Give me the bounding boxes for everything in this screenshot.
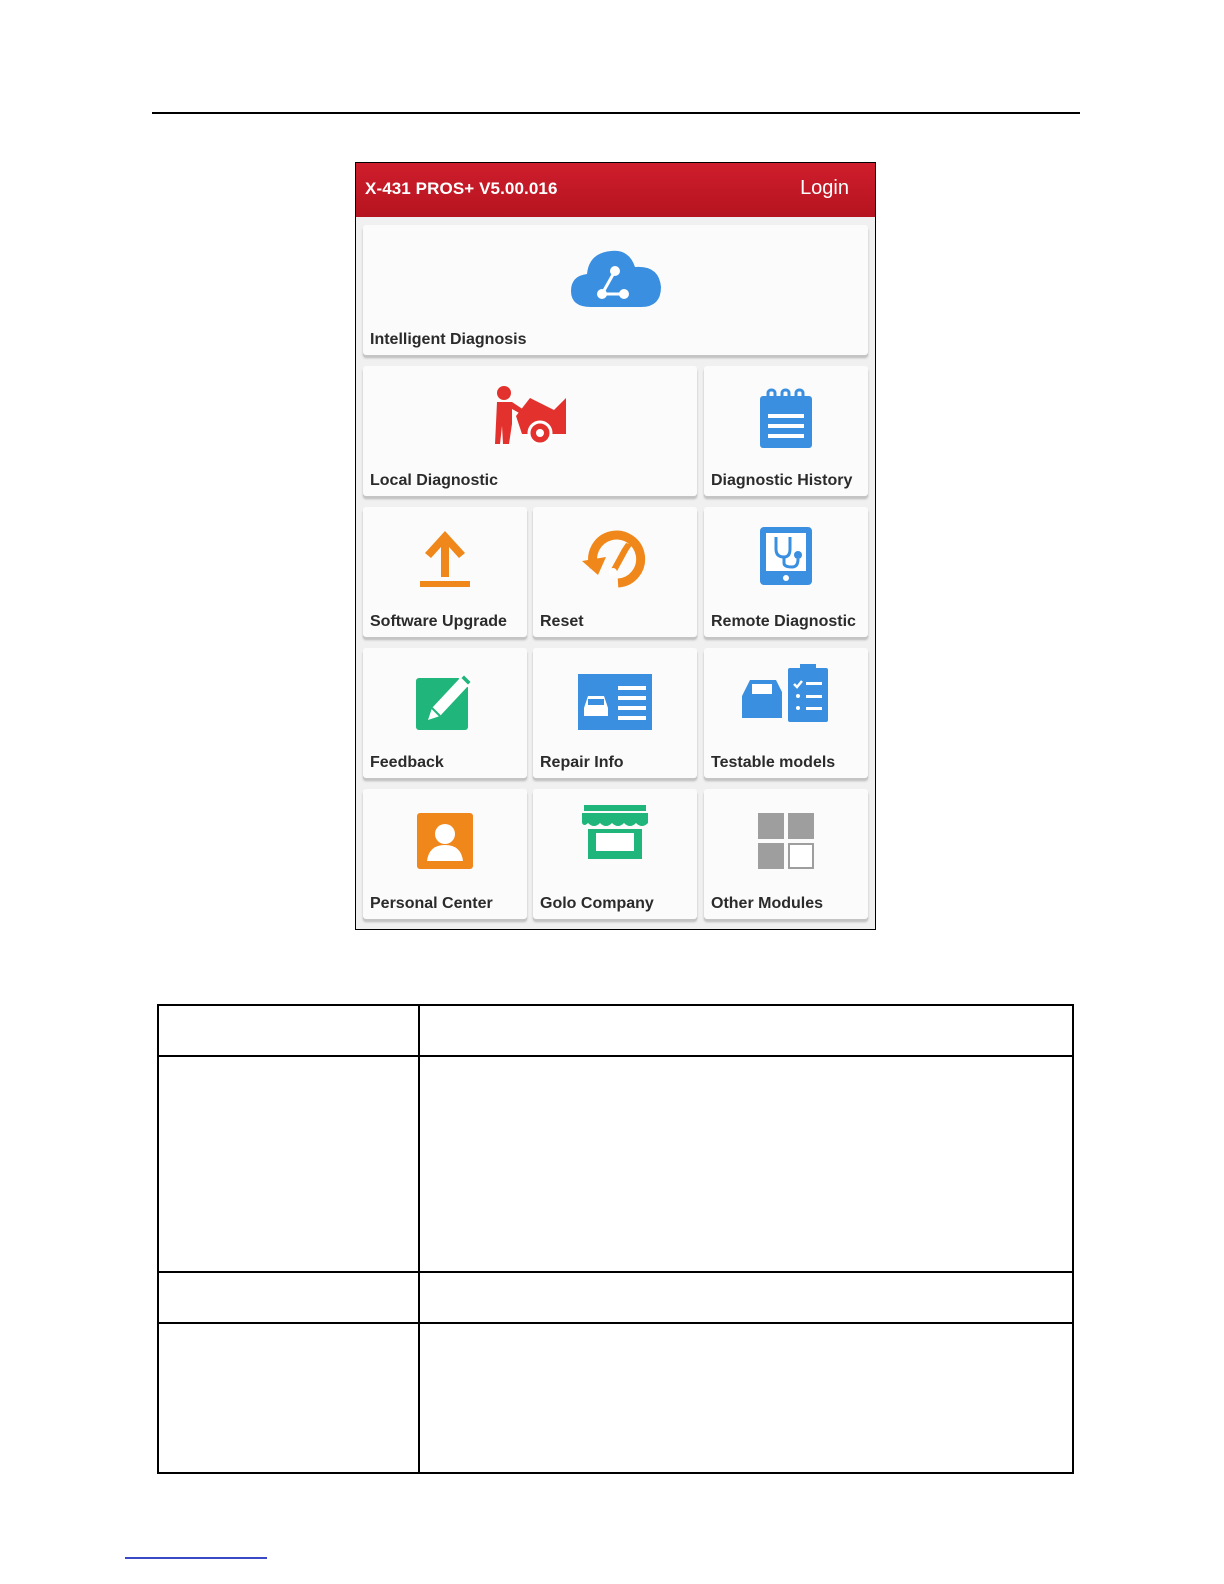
tile-label: Software Upgrade (370, 613, 507, 630)
tile-software-upgrade[interactable] (363, 507, 527, 637)
tile-label: Diagnostic History (711, 472, 853, 489)
table-cell (419, 1272, 1073, 1323)
app-title: X-431 PROS+ V5.00.016 (365, 179, 558, 198)
tile-label: Remote Diagnostic (711, 613, 856, 630)
table-cell (158, 1323, 419, 1473)
tile-label: Other Modules (711, 895, 824, 912)
table-cell (158, 1005, 419, 1056)
reset-wrench-icon (580, 527, 650, 589)
car-info-card-icon (576, 672, 654, 732)
tile-label: Intelligent Diagnosis (370, 331, 527, 348)
tile-remote-diagnostic[interactable] (704, 507, 868, 637)
tile-label: Personal Center (370, 895, 493, 912)
modules-grid-icon (756, 811, 816, 871)
table-row (158, 1005, 1073, 1056)
car-checklist-icon (740, 662, 832, 724)
table-cell (419, 1005, 1073, 1056)
tile-testable-models[interactable] (704, 648, 868, 778)
tile-other-modules[interactable] (704, 789, 868, 919)
table-row (158, 1323, 1073, 1473)
tile-label: Reset (540, 613, 584, 630)
tile-label: Repair Info (540, 754, 624, 771)
table-row (158, 1056, 1073, 1272)
table-cell (158, 1272, 419, 1323)
app-bar (356, 163, 875, 217)
table-cell (419, 1056, 1073, 1272)
app-screenshot (355, 162, 876, 930)
header-rule (152, 112, 1080, 114)
tile-golo-company[interactable] (533, 789, 697, 919)
table-row (158, 1272, 1073, 1323)
tile-feedback[interactable] (363, 648, 527, 778)
store-icon (580, 803, 650, 865)
tile-label: Local Diagnostic (370, 472, 499, 489)
tile-local-diagnostic[interactable] (363, 366, 697, 496)
table-cell (419, 1323, 1073, 1473)
tile-repair-info[interactable] (533, 648, 697, 778)
tile-label: Feedback (370, 754, 444, 771)
pencil-edit-icon (414, 670, 476, 732)
upload-arrow-icon (417, 527, 473, 589)
tile-intelligent-diagnosis[interactable] (363, 225, 868, 355)
tile-label: Testable models (711, 754, 836, 771)
table-cell (158, 1056, 419, 1272)
tile-personal-center[interactable] (363, 789, 527, 919)
tile-diagnostic-history[interactable] (704, 366, 868, 496)
cloud-diagnosis-icon (569, 247, 663, 309)
login-button[interactable]: Login (800, 177, 849, 199)
footer-link-underline (125, 1557, 267, 1559)
description-table (157, 1004, 1074, 1474)
tile-reset[interactable] (533, 507, 697, 637)
notepad-icon (757, 388, 815, 450)
tablet-stethoscope-icon (758, 525, 814, 587)
tile-label: Golo Company (540, 895, 654, 912)
person-icon (415, 811, 475, 871)
mechanic-car-icon (492, 384, 568, 446)
